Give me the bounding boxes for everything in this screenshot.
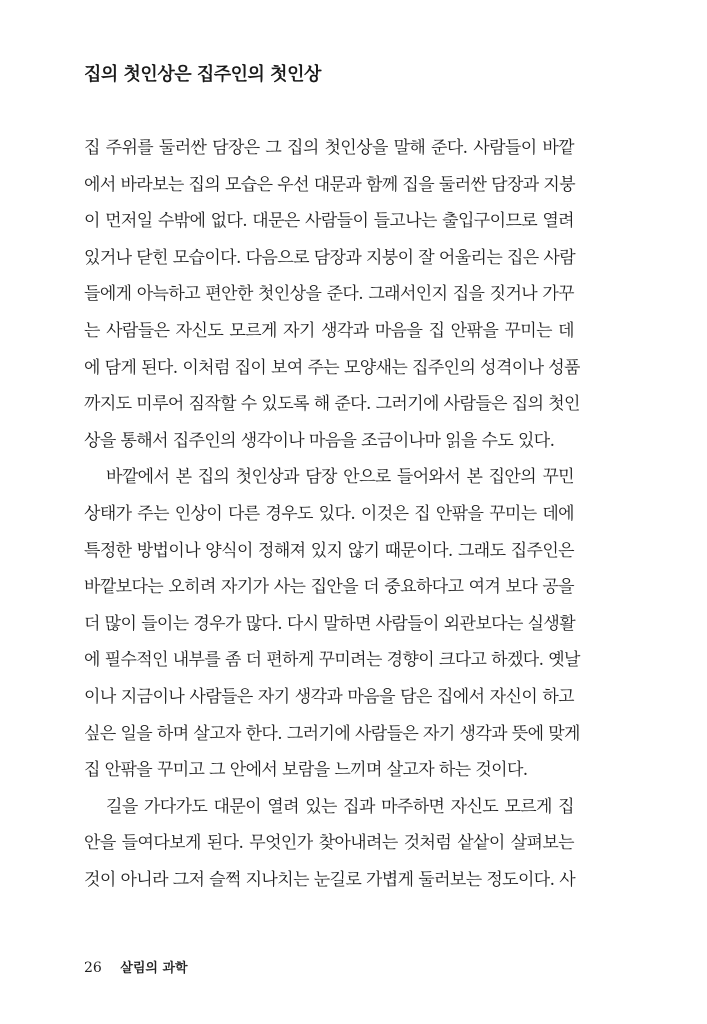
text-line: 안을 들여다보게 된다. 무엇인가 찾아내려는 것처럼 샅샅이 살펴보는 [84, 833, 574, 854]
page-footer [84, 957, 188, 976]
text-line: 바깥에서 본 집의 첫인상과 담장 안으로 들어와서 본 집안의 꾸민 [106, 467, 574, 488]
text-line: 길을 가다가도 대문이 열려 있는 집과 마주하면 자신도 모르게 집 [106, 796, 574, 817]
section-title: 집의 첫인상은 집주인의 첫인상 [84, 64, 321, 85]
text-line: 바깥보다는 오히려 자기가 사는 집안을 더 중요하다고 여겨 보다 공을 [84, 577, 574, 598]
text-line: 특정한 방법이나 양식이 정해져 있지 않기 때문이다. 그래도 집주인은 [84, 540, 574, 561]
text-line: 에서 바라보는 집의 모습은 우선 대문과 함께 집을 둘러싼 담장과 지붕 [84, 174, 576, 195]
text-line: 상태가 주는 인상이 다른 경우도 있다. 이것은 집 안팎을 꾸미는 데에 [84, 503, 574, 524]
page-number: 26 [84, 960, 102, 976]
text-line: 이 먼저일 수밖에 없다. 대문은 사람들이 들고나는 출입구이므로 열려 [84, 211, 574, 232]
text-line: 싶은 일을 하며 살고자 한다. 그러기에 사람들은 자기 생각과 뜻에 맞게 [84, 723, 580, 744]
text-line: 까지도 미루어 짐작할 수 있도록 해 준다. 그러기에 사람들은 집의 첫인 [84, 394, 580, 415]
body-text [84, 136, 580, 904]
text-line: 이나 지금이나 사람들은 자기 생각과 마음을 담은 집에서 자신이 하고 [84, 686, 574, 707]
text-line: 것이 아니라 그저 슬쩍 지나치는 눈길로 가볍게 둘러보는 정도이다. 사 [84, 869, 576, 890]
text-line: 집 주위를 둘러싼 담장은 그 집의 첫인상을 말해 준다. 사람들이 바깥 [84, 138, 574, 158]
text-line: 더 많이 들이는 경우가 많다. 다시 말하면 사람들이 외관보다는 실생활 [84, 613, 576, 634]
book-title: 살림의 과학 [120, 961, 188, 976]
text-line: 들에게 아늑하고 편안한 첫인상을 준다. 그래서인지 집을 짓거나 가꾸 [84, 284, 574, 305]
text-line: 집 안팎을 꾸미고 그 안에서 보람을 느끼며 살고자 하는 것이다. [84, 760, 528, 781]
text-line: 에 담게 된다. 이처럼 집이 보여 주는 모양새는 집주인의 성격이나 성품 [84, 357, 580, 378]
text-line: 상을 통해서 집주인의 생각이나 마음을 조금이나마 읽을 수도 있다. [84, 430, 555, 451]
text-line: 있거나 닫힌 모습이다. 다음으로 담장과 지붕이 잘 어울리는 집은 사람 [84, 247, 576, 268]
text-line: 는 사람들은 자신도 모르게 자기 생각과 마음을 집 안팎을 꾸미는 데 [84, 320, 574, 341]
text-line: 에 필수적인 내부를 좀 더 편하게 꾸미려는 경향이 크다고 하겠다. 옛날 [84, 650, 580, 671]
